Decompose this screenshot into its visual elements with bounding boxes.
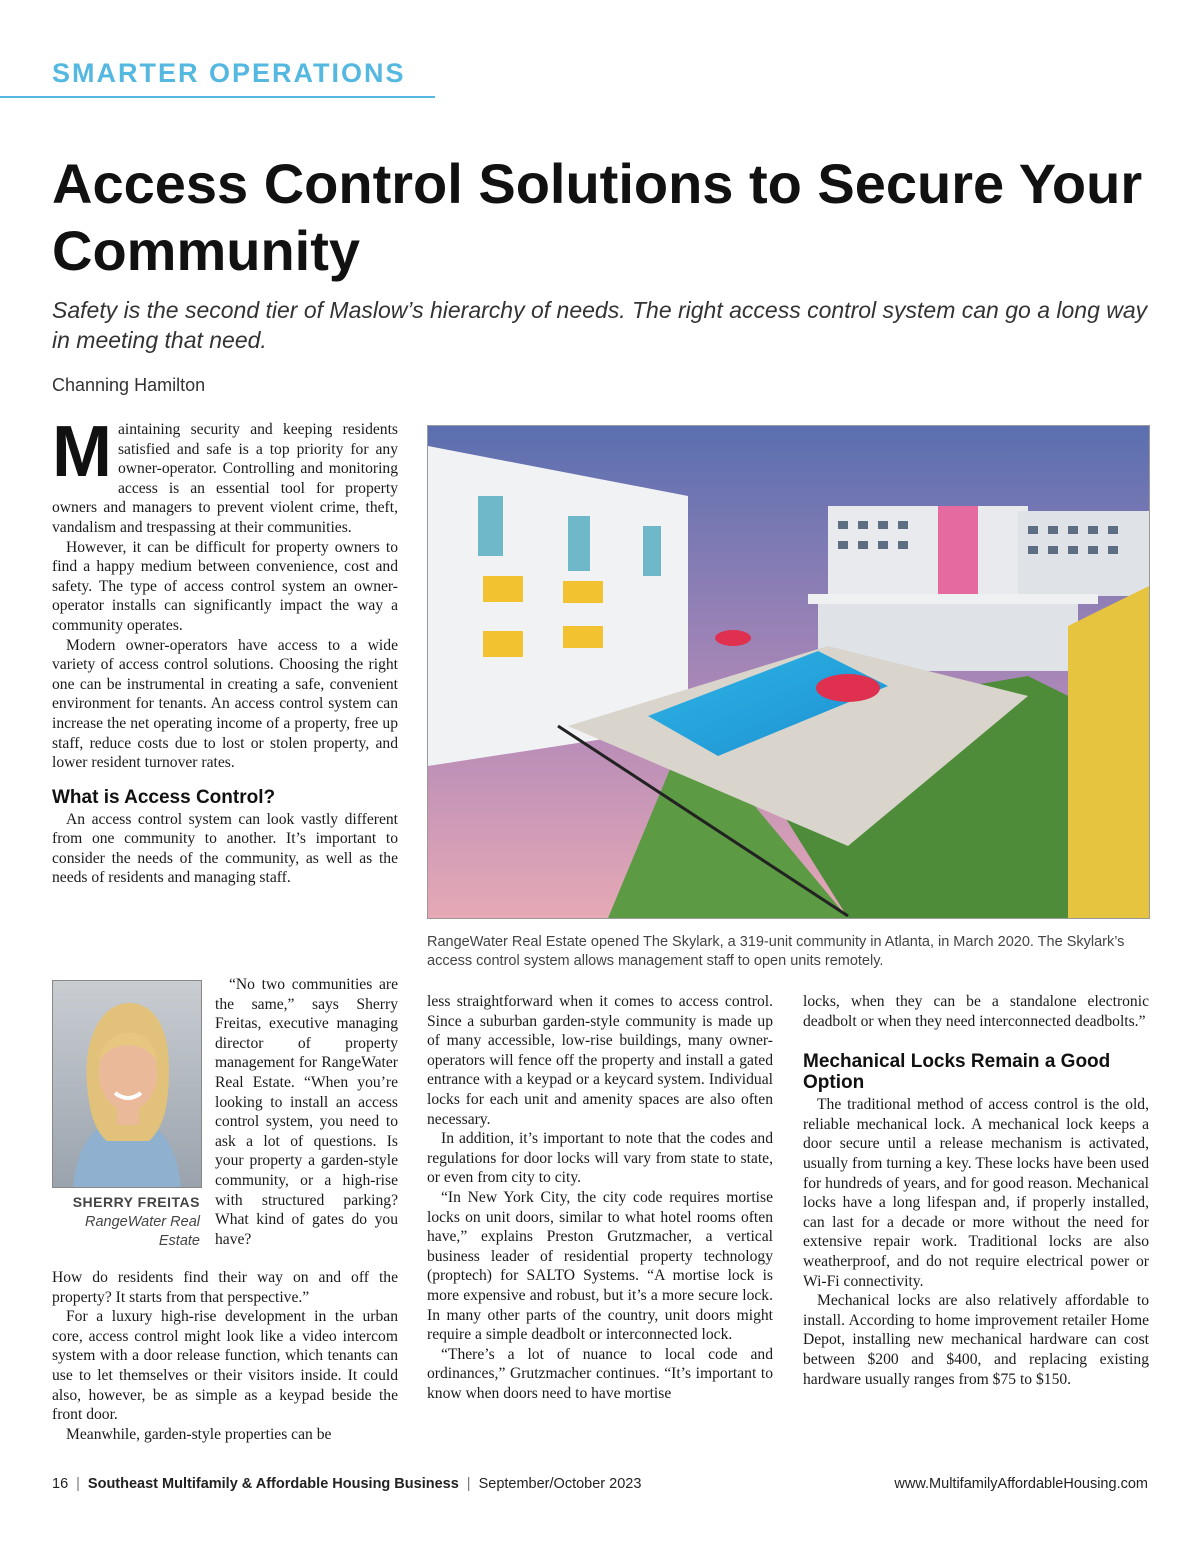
quote-paragraph: “No two communities are the same,” says Sherry Freitas, executive managing director of property management for RangeWater Real Estate. “When you’re looking to install an access control system, you need to ask a lot of questions. Is your property a garden-style community, or a high-rise with structured parking? What kind of gates do you have? xyxy=(215,976,398,1248)
body-paragraph: Mechanical locks are also relatively affordable to install. According to home improvement retailer Home Depot, installing new mechanical hardware can cost between $200 and $400, and replacing existing hardware usually ranges from $75 to $150. xyxy=(803,1292,1149,1388)
headshot-title: RangeWater Real Estate xyxy=(85,1214,200,1249)
main-photo xyxy=(427,425,1150,919)
headshot-image xyxy=(53,981,201,1187)
quote-continuation: How do residents find their way on and off the property? It starts from that perspective.” xyxy=(52,1269,398,1306)
drop-cap: M xyxy=(52,412,112,492)
body-paragraph: “In New York City, the city code requires mortise locks on unit doors, similar to what hotel rooms often have,” explains Preston Grutzmacher, a vertical business leader of residential property technology (proptech) for SALTO Systems. “A mortise lock is more expensive and robust, but it’s a more secure lock. In many other parts of the country, unit doors might require a simple deadbolt or interconnected lock. xyxy=(427,1188,773,1344)
body-paragraph: For a luxury high-rise development in the urban core, access control might look like a video intercom system with a door release function, which tenants can use to let themselves or their visitors inside. It could also, however, be as simple as a keypad beside the front door. xyxy=(52,1308,398,1424)
section-label: SMARTER OPERATIONS xyxy=(52,58,406,88)
footer-separator: | xyxy=(76,1476,80,1492)
section-heading: What is Access Control? xyxy=(52,786,276,808)
byline: Channing Hamilton xyxy=(52,375,206,395)
footer-left xyxy=(52,1476,641,1492)
intro-paragraph xyxy=(52,412,398,538)
body-paragraph: less straightforward when it comes to access control. Since a suburban garden-style community is made up of many accessible, low-rise buildings, many owner-operators will fence off the property and install a gated entrance with a keypad or a keycard system. Individual locks for each unit and amenity spaces are also often necessary. xyxy=(427,993,773,1128)
section-heading: Mechanical Locks Remain a Good Option xyxy=(803,1051,1111,1094)
intro-text: aintaining security and keeping residents satisfied and safe is a top priority for any owner-operator. Controlling and monitoring access is an essential tool for property owners and managers to prevent violent crime, theft, vandalism and trespassing at their communities. xyxy=(52,421,398,536)
issue-date: September/October 2023 xyxy=(478,1476,642,1492)
footer-separator: | xyxy=(466,1476,471,1492)
body-paragraph: An access control system can look vastly different from one community to another. It’s important to consider the needs of the community, as well as the needs of residents and managing staff. xyxy=(52,810,398,887)
column-1-bottom xyxy=(52,1268,398,1444)
body-paragraph: The traditional method of access control is the old, reliable mechanical lock. A mechanical lock keeps a door secure until a release mechanism is activated, usually from turning a key. These locks have been used for hundreds of years, and for good reason. Mechanical locks have a long lifespan and, if properly installed, can last for a decade or more without the need for extensive repair work. Traditional locks are also weatherproof, and do not require electrical power or Wi-Fi connectivity. xyxy=(803,1096,1149,1290)
body-paragraph: “There’s a lot of nuance to local code and ordinances,” Grutzmacher continues. “It’s important to know when doors need to have mortise xyxy=(427,1345,773,1402)
body-paragraph: locks, when they can be a standalone electronic deadbolt or when they need interconnected deadbolts.” xyxy=(803,993,1149,1030)
deck: Safety is the second tier of Maslow’s hierarchy of needs. The right access control system can go a long way in meeting that need. xyxy=(52,297,1148,353)
quote-column xyxy=(215,975,398,1249)
page-number: 16 xyxy=(52,1476,69,1492)
column-3 xyxy=(803,992,1149,1389)
body-paragraph: However, it can be difficult for property owners to find a happy medium between convenience, cost and safety. The type of access control system an owner-operator installs can significantly impact the way a community operates. xyxy=(52,538,398,634)
footer-url[interactable]: www.MultifamilyAffordableHousing.com xyxy=(894,1476,1148,1492)
headline: Access Control Solutions to Secure Your Community xyxy=(52,152,1143,282)
section-divider xyxy=(0,96,435,98)
publication-name: Southeast Multifamily & Affordable Housing Business xyxy=(87,1476,459,1492)
body-paragraph: Modern owner-operators have access to a wide variety of access control solutions. Choosing the right one can be instrumental in creating a safe, convenient environment for tenants. An access control system can increase the net operating income of a property, free up staff, reduce costs due to lost or stolen property, and lower resident turnover rates. xyxy=(52,636,398,772)
headshot-photo xyxy=(52,980,202,1188)
body-paragraph: Meanwhile, garden-style properties can be xyxy=(66,1425,332,1443)
headshot-name: SHERRY FREITAS xyxy=(72,1194,200,1210)
skylark-community-photo xyxy=(428,426,1149,918)
photo-caption: RangeWater Real Estate opened The Skylark, a 319-unit community in Atlanta, in March 2020. The Skylark’s access control system allows management staff to open units remotely. xyxy=(427,934,1125,969)
body-paragraph: In addition, it’s important to note that the codes and regulations for door locks will vary from state to state, or even from city to city. xyxy=(427,1130,773,1187)
column-2 xyxy=(427,992,773,1403)
intro-column xyxy=(52,412,398,888)
